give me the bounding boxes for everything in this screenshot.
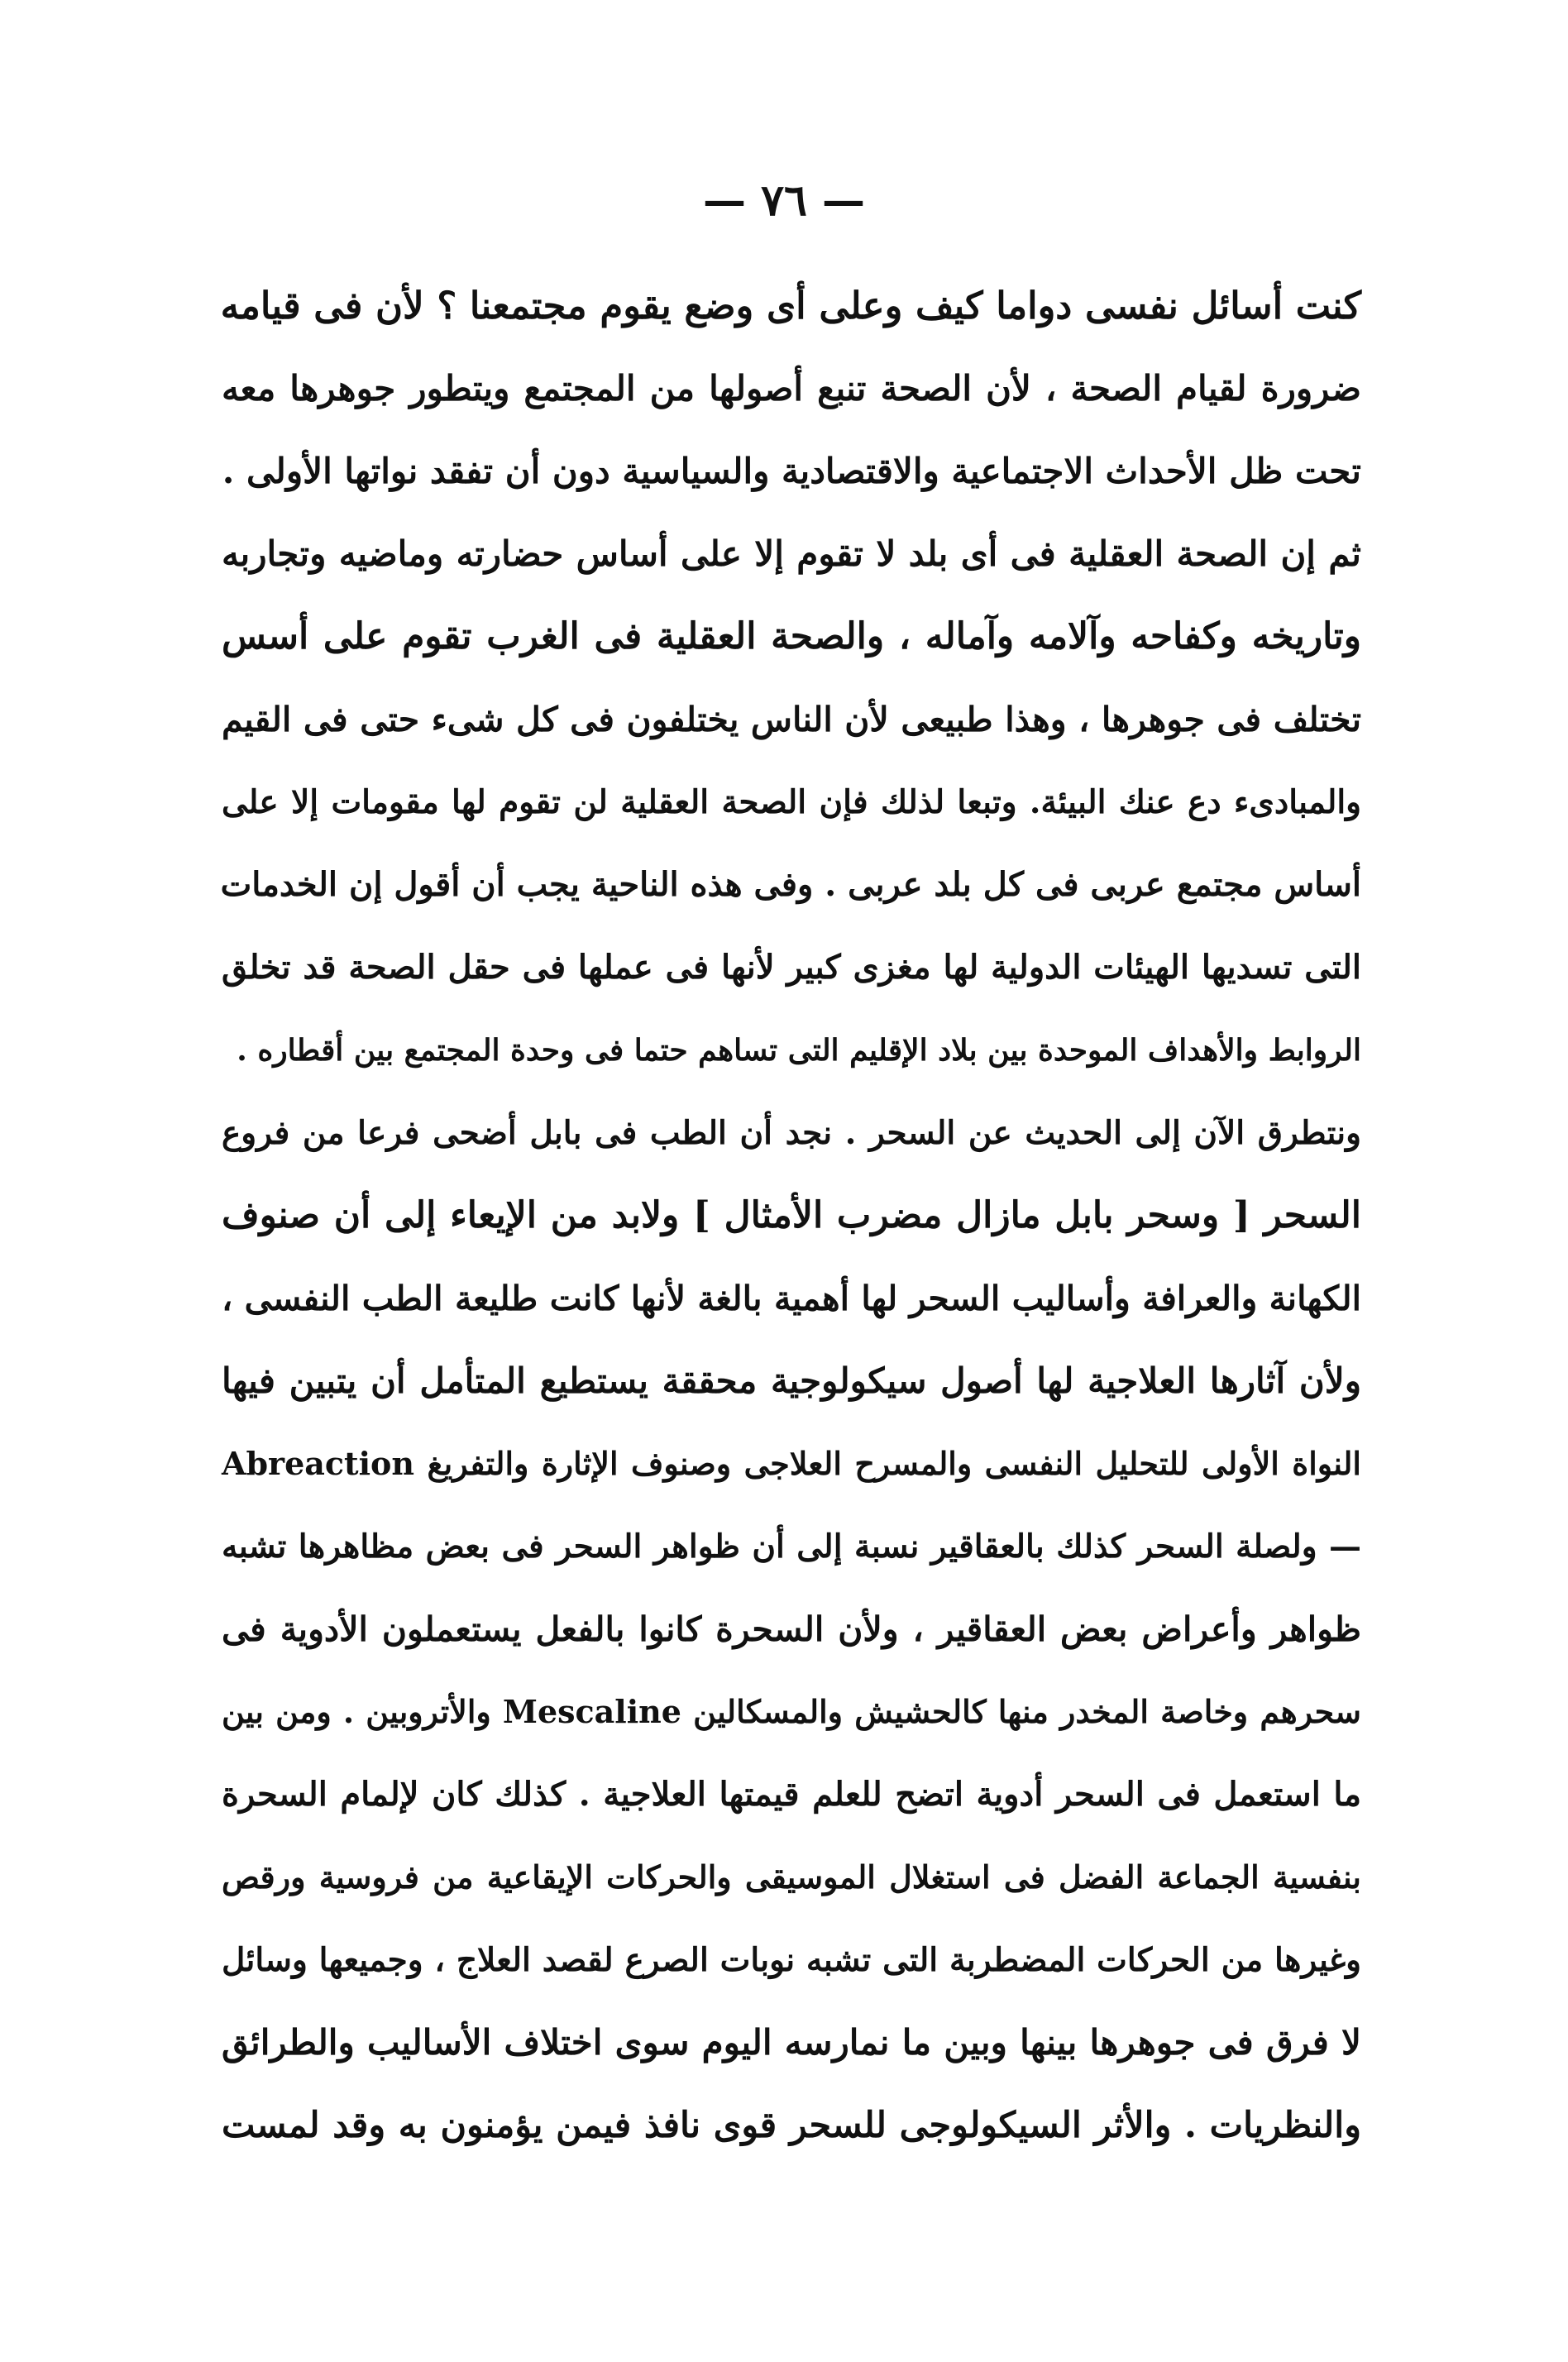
text-line-7: والمبادىء دع عنك البيئة. وتبعا لذلك فإن الصحة العقلية لن تقوم لها مقومات إلا على bbox=[222, 783, 1361, 821]
text-line-10: الروابط والأهداف الموحدة بين بلاد الإقليم التى تساهم حتما فى وحدة المجتمع بين أقطاره . bbox=[237, 1033, 1361, 1068]
text-line-17: ظواهر وأعراض بعض العقاقير ، ولأن السحرة كانوا بالفعل يستعملون الأدوية فى bbox=[222, 1609, 1361, 1649]
page-number: — ٧٦ — bbox=[702, 175, 866, 226]
text-line-13: الكهانة والعرافة وأساليب السحر لها أهمية بالغة لأنها كانت طليعة الطب النفسى ، bbox=[222, 1279, 1361, 1318]
text-line-12: السحر [ وسحر بابل مازال مضرب الأمثال ] ولابد من الإيعاء إلى أن صنوف bbox=[222, 1194, 1362, 1236]
text-line-21: وغيرها من الحركات المضطربة التى تشبه نوبات الصرع لقصد العلاج ، وجميعها وسائل bbox=[222, 1941, 1361, 1979]
text-line-3: تحت ظل الأحداث الاجتماعية والاقتصادية والسياسية دون أن تفقد نواتها الأولى . bbox=[222, 451, 1361, 491]
text-line-18: سحرهم وخاصة المخدر منها كالحشيش والمسكالين Mescaline والأتروبين . ومن بين bbox=[222, 1693, 1361, 1730]
text-line-23: والنظريات . والأثر السيكولوجى للسحر قوى نافذ فيمن يؤمنون به وقد لمست bbox=[222, 2105, 1361, 2146]
text-line-15: النواة الأولى للتحليل النفسى والمسرح العلاجى وصنوف الإثارة والتفريغ Abreaction bbox=[222, 1445, 1361, 1482]
text-line-8: أساس مجتمع عربى فى كل بلد عربى . وفى هذه الناحية يجب أن أقول إن الخدمات bbox=[220, 865, 1361, 904]
text-line-16: — ولصلة السحر كذلك بالعقاقير نسبة إلى أن ظواهر السحر فى بعض مظاهرها تشبه bbox=[222, 1528, 1361, 1566]
text-line-22: لا فرق فى جوهرها بينها وبين ما نمارسه اليوم سوى اختلاف الأساليب والطرائق bbox=[222, 2022, 1361, 2063]
text-line-4: ثم إن الصحة العقلية فى أى بلد لا تقوم إلا على أساس حضارته وماضيه وتجاربه bbox=[222, 533, 1362, 574]
text-line-2: ضرورة لقيام الصحة ، لأن الصحة تنبع أصولها من المجتمع ويتطور جوهرها معه bbox=[222, 368, 1361, 409]
text-line-5: وتاريخه وكفاحه وآلامه وآماله ، والصحة العقلية فى الغرب تقوم على أسس bbox=[222, 615, 1361, 657]
text-line-19: ما استعمل فى السحر أدوية اتضح للعلم قيمتها العلاجية . كذلك كان لإلمام السحرة bbox=[222, 1775, 1361, 1814]
text-line-11: ونتطرق الآن إلى الحديث عن السحر . نجد أن الطب فى بابل أضحى فرعا من فروع bbox=[222, 1114, 1361, 1152]
body-text bbox=[222, 265, 1361, 2167]
text-line-20: بنفسية الجماعة الفضل فى استغلال الموسيقى والحركات الإيقاعية من فروسية ورقص bbox=[222, 1858, 1361, 1896]
text-line-1: كنت أسائل نفسى دواما كيف وعلى أى وضع يقوم مجتمعنا ؟ لأن فى قيامه bbox=[220, 284, 1361, 328]
text-line-6: تختلف فى جوهرها ، وهذا طبيعى لأن الناس يختلفون فى كل شىء حتى فى القيم bbox=[222, 700, 1361, 739]
text-line-14: ولأن آثارها العلاجية لها أصول سيكولوجية محققة يستطيع المتأمل أن يتبين فيها bbox=[222, 1360, 1361, 1401]
text-line-9: التى تسديها الهيئات الدولية لها مغزى كبير لأنها فى عملها فى حقل الصحة قد تخلق bbox=[222, 948, 1361, 987]
